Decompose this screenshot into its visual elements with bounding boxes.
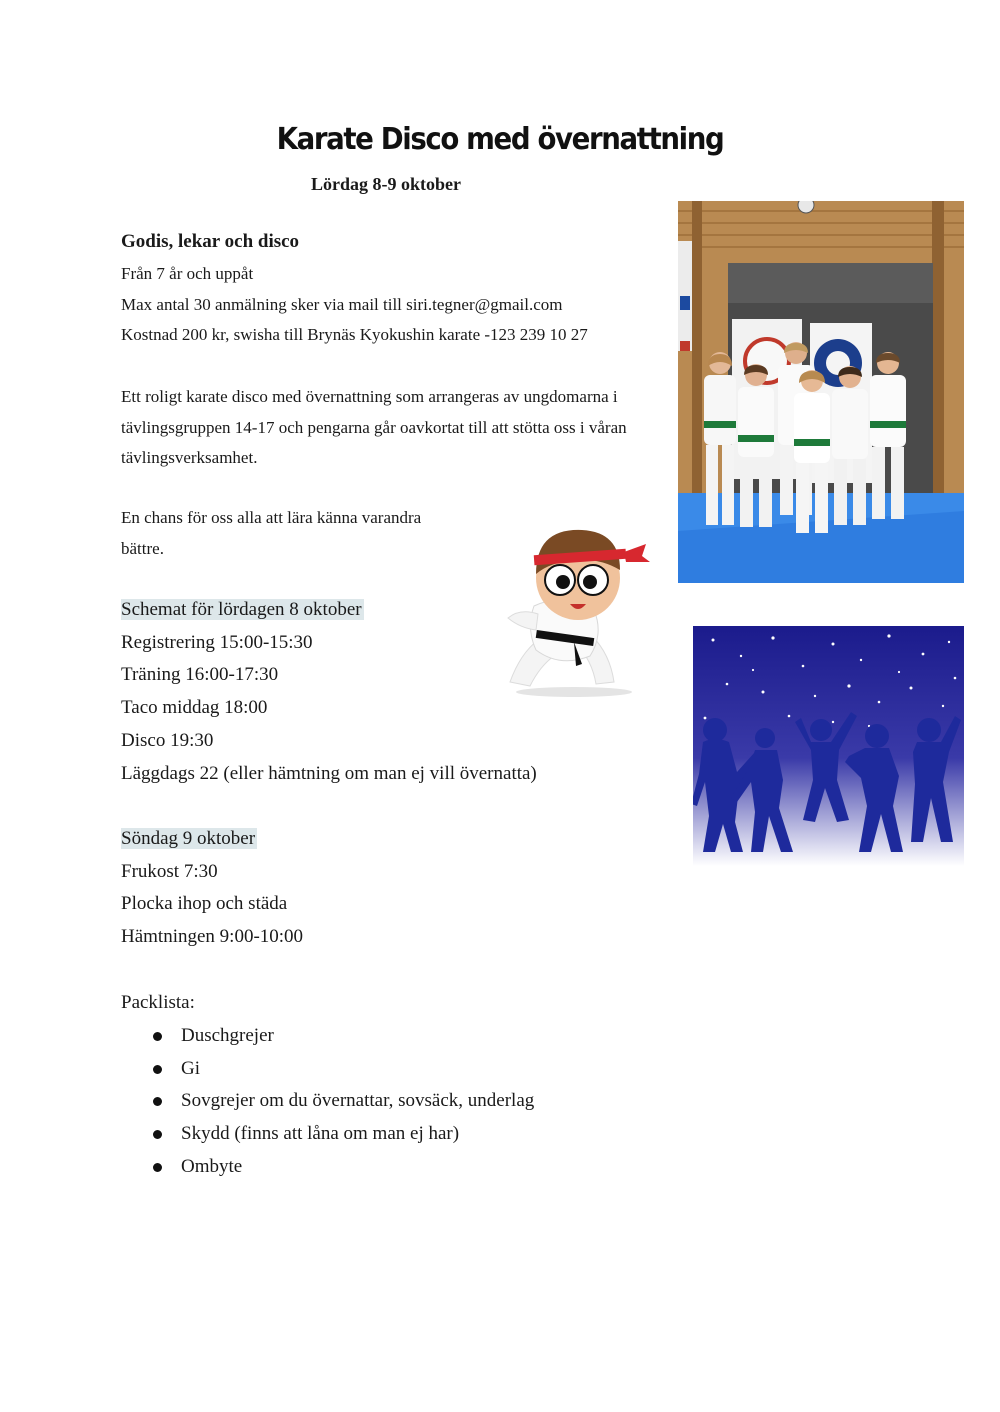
page-title: Karate Disco med övernattning xyxy=(276,122,724,157)
schedule-item: Disco 19:30 xyxy=(121,729,214,751)
schedule-item: Registrering 15:00-15:30 xyxy=(121,631,313,653)
schedule-item: Plocka ihop och städa xyxy=(121,893,288,915)
chance-paragraph: En chans för oss alla att lära känna varandra bättre. xyxy=(121,508,422,558)
schedule-item: Träning 16:00-17:30 xyxy=(121,664,279,686)
list-item: Sovgrejer om du övernattar, sovsäck, underlag xyxy=(121,1085,534,1118)
intro-line-signup: Max antal 30 anmälning sker via mail till siri.tegner@gmail.com xyxy=(121,294,563,314)
disco-dancers-illustration xyxy=(693,626,964,866)
intro-heading: Godis, lekar och disco xyxy=(121,231,300,252)
bullet-icon xyxy=(153,1130,162,1139)
sunday-schedule xyxy=(121,823,303,954)
list-item: Ombyte xyxy=(121,1151,534,1184)
event-date: Lördag 8-9 oktober xyxy=(311,174,461,194)
karate-kid-illustration xyxy=(498,522,650,700)
list-item: Skydd (finns att låna om man ej har) xyxy=(121,1118,534,1151)
list-item: Duschgrejer xyxy=(121,1020,534,1053)
saturday-schedule xyxy=(121,594,537,790)
bullet-icon xyxy=(153,1065,162,1074)
sunday-schedule-heading: Söndag 9 oktober xyxy=(121,828,256,849)
packlist-heading: Packlista: xyxy=(121,992,195,1013)
description-paragraph: Ett roligt karate disco med övernattning som arrangeras av ungdomarna i tävlingsgruppen 14-17 och pengarna går oavkortat till att stötta oss i våran tävlingsverksamhet. xyxy=(121,387,627,467)
intro-block xyxy=(121,228,661,351)
bullet-icon xyxy=(153,1163,162,1172)
schedule-item: Hämtningen 9:00-10:00 xyxy=(121,926,304,948)
intro-line-age: Från 7 år och uppåt xyxy=(121,264,254,283)
bullet-icon xyxy=(153,1097,162,1106)
saturday-schedule-heading: Schemat för lördagen 8 oktober xyxy=(121,599,362,620)
team-photo xyxy=(678,201,964,583)
schedule-item: Läggdags 22 (eller hämtning om man ej vill övernatta) xyxy=(121,762,537,784)
schedule-item: Taco middag 18:00 xyxy=(121,697,268,719)
intro-line-cost: Kostnad 200 kr, swisha till Brynäs Kyokushin karate -123 239 10 27 xyxy=(121,325,588,344)
bullet-icon xyxy=(153,1032,162,1041)
schedule-item: Frukost 7:30 xyxy=(121,860,218,882)
list-item: Gi xyxy=(121,1053,534,1086)
packlist xyxy=(121,1020,534,1184)
